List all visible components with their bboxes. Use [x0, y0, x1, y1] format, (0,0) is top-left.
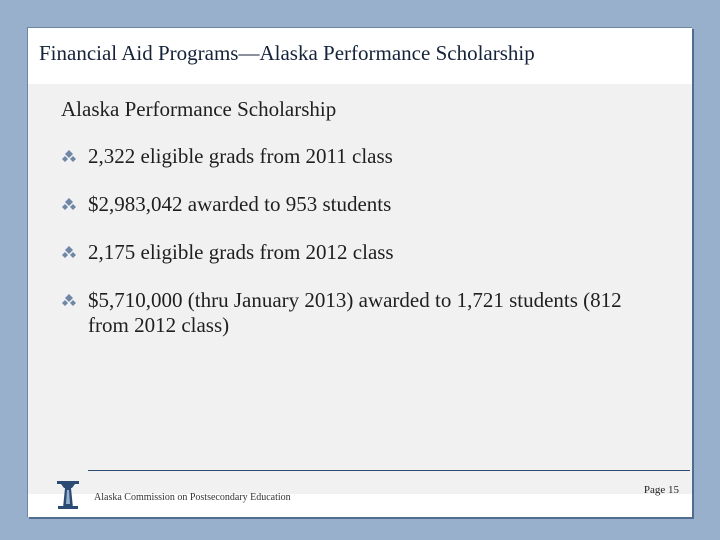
bullet-item [61, 192, 661, 217]
slide-content [28, 84, 692, 494]
bullet-text: 2,175 eligible grads from 2012 class [88, 240, 394, 264]
footer-divider [88, 470, 690, 471]
page-number: Page 15 [643, 484, 679, 496]
diamond-bullet-icon [61, 293, 77, 309]
slide-subtitle: Alaska Performance Scholarship [61, 97, 337, 121]
bullet-text: $2,983,042 awarded to 953 students [88, 192, 392, 216]
acpe-logo-icon [55, 476, 81, 510]
slide-title: Financial Aid Programs—Alaska Performance Scholarship [39, 41, 535, 65]
slide [27, 27, 692, 517]
bullet-list [61, 144, 661, 361]
diamond-bullet-icon [61, 245, 77, 261]
bullet-text: $5,710,000 (thru January 2013) awarded to 1,721 students (812 from 2012 class) [88, 288, 622, 337]
bullet-item [61, 144, 661, 169]
diamond-bullet-icon [61, 197, 77, 213]
footer-organization: Alaska Commission on Postsecondary Education [94, 492, 291, 503]
diamond-bullet-icon [61, 149, 77, 165]
bullet-text: 2,322 eligible grads from 2011 class [88, 144, 393, 168]
bullet-item [61, 240, 661, 265]
slide-header [28, 28, 692, 86]
bullet-item [61, 288, 661, 338]
